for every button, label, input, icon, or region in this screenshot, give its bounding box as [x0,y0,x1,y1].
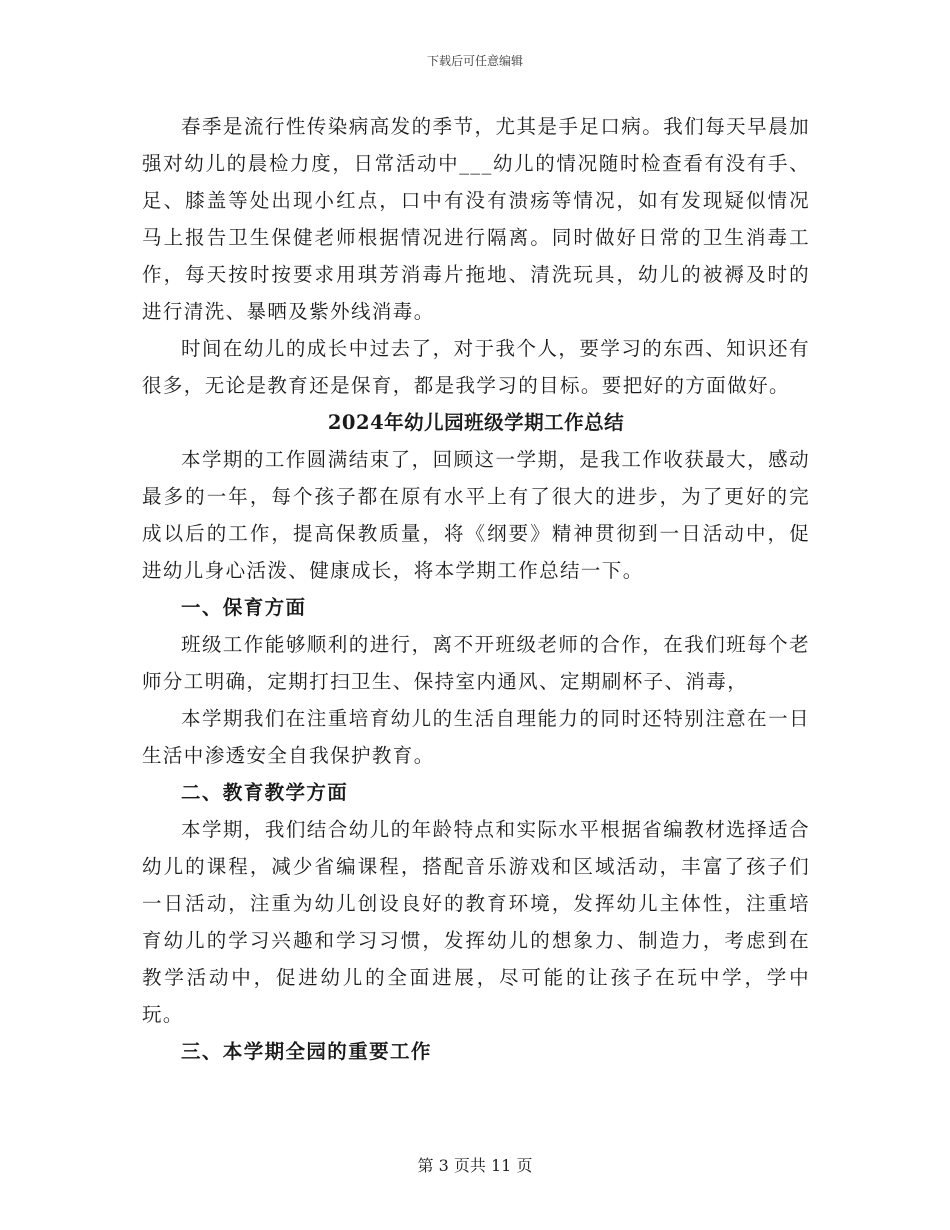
header-note: 下载后可任意编辑 [426,54,523,68]
section-heading-care: 一、保育方面 [181,596,307,619]
document-title: 2024年幼儿园班级学期工作总结 [327,411,625,434]
page-number: 第 3 页共 11 页 [417,1156,533,1175]
paragraph-self-care-safety: 本学期我们在注重培育幼儿的生活自理能力的同时还特别注意在一日生活中渗透安全自我保护教育。 [142,707,810,767]
document-body [142,108,810,1070]
section-heading-school-work: 三、本学期全园的重要工作 [181,1040,432,1063]
paragraph-curriculum: 本学期，我们结合幼儿的年龄特点和实际水平根据省编教材选择适合幼儿的课程，减少省编课程，搭配音乐游戏和区域活动，丰富了孩子们一日活动，注重为幼儿创设良好的教育环境，发挥幼儿主体性，注重培育幼儿的学习兴趣和学习习惯，发挥幼儿的想象力、制造力，考虑到在教学活动中，促进幼儿的全面进展，尽可能的让孩子在玩中学，学中玩。 [142,818,810,1026]
paragraph-spring-disease: 春季是流行性传染病高发的季节，尤其是手足口病。我们每天早晨加强对幼儿的晨检力度，日常活动中___幼儿的情况随时检查看有没有手、足、膝盖等处出现小红点，口中有没有溃疡等情况，如有发现疑似情况马上报告卫生保健老师根据情况进行隔离。同时做好日常的卫生消毒工作，每天按时按要求用琪芳消毒片拖地、清洗玩具，幼儿的被褥及时的进行清洗、暴晒及紫外线消毒。 [142,115,810,323]
section-heading-teaching: 二、教育教学方面 [181,781,349,804]
paragraph-semester-intro: 本学期的工作圆满结束了，回顾这一学期，是我工作收获最大，感动最多的一年，每个孩子都在原有水平上有了很大的进步，为了更好的完成以后的工作，提高保教质量，将《纲要》精神贯彻到一日活动中，促进幼儿身心活泼、健康成长，将本学期工作总结一下。 [142,448,810,582]
paragraph-class-cooperation: 班级工作能够顺利的进行，离不开班级老师的合作，在我们班每个老师分工明确，定期打扫卫生、保持室内通风、定期刷杯子、消毒， [142,633,810,693]
paragraph-personal-reflection: 时间在幼儿的成长中过去了，对于我个人，要学习的东西、知识还有很多，无论是教育还是保育，都是我学习的目标。要把好的方面做好。 [142,337,810,397]
